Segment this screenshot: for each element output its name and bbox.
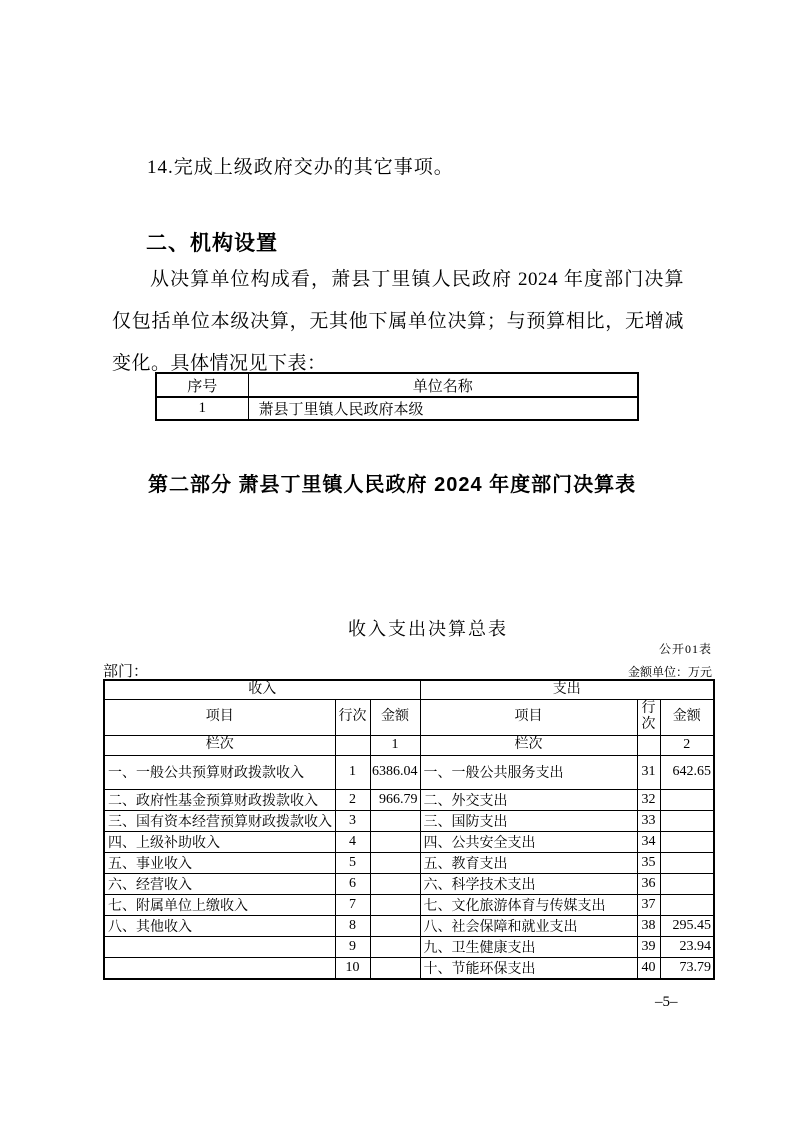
income-lanci-blank: [335, 735, 370, 755]
unit-name-cell: 萧县丁里镇人民政府本级: [248, 397, 638, 420]
summary-table-title: 收入支出决算总表: [348, 619, 508, 639]
summary-table-row: [104, 936, 714, 957]
lanci-row: [104, 735, 714, 755]
income-item-cell: 七、附属单位上缴收入: [104, 894, 335, 915]
expense-item-cell: 五、教育支出: [420, 852, 637, 873]
income-section-header: 收入: [104, 680, 420, 699]
table-code-label: 公开01表: [658, 642, 712, 656]
expense-item-cell: 三、国防支出: [420, 810, 637, 831]
department-label: 部门：: [103, 664, 149, 680]
income-amount-cell: [370, 894, 420, 915]
income-amount-cell: [370, 915, 420, 936]
summary-table-row: [104, 957, 714, 979]
unit-serial-cell: 1: [156, 397, 248, 420]
income-item-cell: 五、事业收入: [104, 852, 335, 873]
income-line-cell: 2: [335, 789, 370, 810]
expense-lanci-label: 栏次: [420, 735, 637, 755]
expense-line-cell: 40: [637, 957, 660, 979]
unit-list-header-row: [156, 373, 638, 397]
expense-lanci-blank: [637, 735, 660, 755]
expense-section-header: 支出: [420, 680, 714, 699]
expense-line-col-header: 行次: [637, 699, 660, 735]
expense-line-cell: 31: [637, 755, 660, 789]
expense-line-cell: 34: [637, 831, 660, 852]
expense-line-cell: 35: [637, 852, 660, 873]
unit-list-table: [155, 372, 639, 421]
expense-item-cell: 九、卫生健康支出: [420, 936, 637, 957]
income-item-cell: [104, 936, 335, 957]
list-item-14: 14.完成上级政府交办的其它事项。: [147, 157, 454, 178]
expense-line-cell: 36: [637, 873, 660, 894]
income-amount-cell: 966.79: [370, 789, 420, 810]
expense-amount-cell: [660, 789, 714, 810]
income-amount-cell: 6386.04: [370, 755, 420, 789]
amount-unit-label: 金额单位：万元: [627, 665, 712, 679]
income-item-cell: 六、经营收入: [104, 873, 335, 894]
part2-heading: 第二部分 萧县丁里镇人民政府 2024 年度部门决算表: [148, 474, 637, 496]
income-line-cell: 5: [335, 852, 370, 873]
income-line-cell: 6: [335, 873, 370, 894]
summary-table-row: [104, 852, 714, 873]
summary-table-row: [104, 873, 714, 894]
income-line-cell: 3: [335, 810, 370, 831]
summary-table-row: [104, 831, 714, 852]
income-amount-cell: [370, 831, 420, 852]
income-item-cell: [104, 957, 335, 979]
expense-amount-col-header: 金额: [660, 699, 714, 735]
expense-item-cell: 六、科学技术支出: [420, 873, 637, 894]
income-line-cell: 9: [335, 936, 370, 957]
expense-amount-cell: [660, 894, 714, 915]
expense-line-cell: 33: [637, 810, 660, 831]
income-line-cell: 8: [335, 915, 370, 936]
income-item-cell: 四、上级补助收入: [104, 831, 335, 852]
section-header-row: [104, 680, 714, 699]
section-heading: 二、机构设置: [146, 232, 278, 255]
income-line-cell: 10: [335, 957, 370, 979]
expense-line-cell: 38: [637, 915, 660, 936]
income-amount-cell: [370, 810, 420, 831]
income-line-col-header: 行次: [335, 699, 370, 735]
expense-line-cell: 37: [637, 894, 660, 915]
expense-line-cell: 32: [637, 789, 660, 810]
income-amount-cell: [370, 936, 420, 957]
income-item-cell: 一、一般公共预算财政拨款收入: [104, 755, 335, 789]
expense-col-number: 2: [660, 735, 714, 755]
expense-amount-cell: [660, 852, 714, 873]
income-lanci-label: 栏次: [104, 735, 335, 755]
income-amount-cell: [370, 852, 420, 873]
summary-table-row: [104, 789, 714, 810]
expense-amount-cell: [660, 831, 714, 852]
unit-list-col-serial: 序号: [156, 373, 248, 397]
income-amount-cell: [370, 957, 420, 979]
expense-item-cell: 二、外交支出: [420, 789, 637, 810]
expense-item-cell: 一、一般公共服务支出: [420, 755, 637, 789]
expense-item-cell: 十、节能环保支出: [420, 957, 637, 979]
expense-item-cell: 四、公共安全支出: [420, 831, 637, 852]
income-amount-cell: [370, 873, 420, 894]
expense-item-cell: 七、文化旅游体育与传媒支出: [420, 894, 637, 915]
income-line-cell: 7: [335, 894, 370, 915]
income-item-cell: 二、政府性基金预算财政拨款收入: [104, 789, 335, 810]
page-number: –5–: [655, 994, 678, 1010]
income-line-cell: 4: [335, 831, 370, 852]
body-paragraph: 从决算单位构成看，萧县丁里镇人民政府 2024 年度部门决算仅包括单位本级决算，无其他下属单位决算；与预算相比，无增减变化。具体情况见下表：: [112, 269, 684, 374]
income-col-number: 1: [370, 735, 420, 755]
income-item-col-header: 项目: [104, 699, 335, 735]
income-line-cell: 1: [335, 755, 370, 789]
expense-amount-cell: 23.94: [660, 936, 714, 957]
income-item-cell: 八、其他收入: [104, 915, 335, 936]
expense-amount-cell: [660, 873, 714, 894]
expense-item-col-header: 项目: [420, 699, 637, 735]
expense-amount-cell: 295.45: [660, 915, 714, 936]
summary-table-row: [104, 755, 714, 789]
income-item-cell: 三、国有资本经营预算财政拨款收入: [104, 810, 335, 831]
unit-list-row: [156, 397, 638, 420]
expense-item-cell: 八、社会保障和就业支出: [420, 915, 637, 936]
income-amount-col-header: 金额: [370, 699, 420, 735]
summary-table-row: [104, 810, 714, 831]
expense-amount-cell: [660, 810, 714, 831]
expense-line-cell: 39: [637, 936, 660, 957]
income-expense-summary-table: [103, 679, 715, 980]
expense-amount-cell: 642.65: [660, 755, 714, 789]
expense-amount-cell: 73.79: [660, 957, 714, 979]
unit-list-col-name: 单位名称: [248, 373, 638, 397]
summary-table-row: [104, 894, 714, 915]
summary-table-row: [104, 915, 714, 936]
column-header-row: [104, 699, 714, 735]
